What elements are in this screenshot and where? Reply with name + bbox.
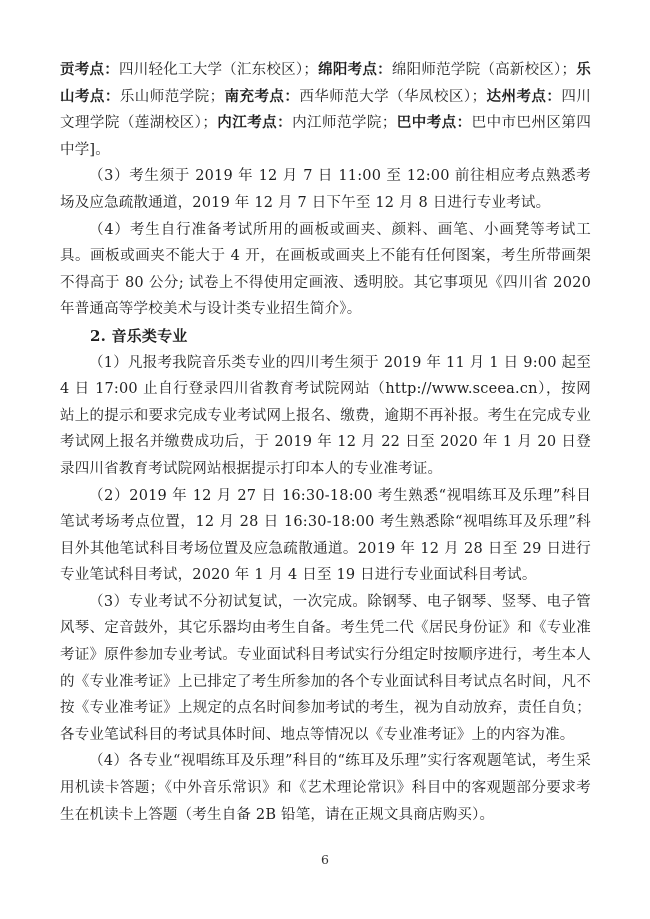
exam-site-label: 巴中考点： [396, 114, 472, 132]
paragraph-music-item-1: （1）凡报考我院音乐类专业的四川考生须于 2019 年 11 月 1 日 9:00 起至 4 日 17:00 止自行登录四川省教育考试院网站（http://www.sceea.cn），按网站上的提示和要求完成专业考试网上报名、缴费，逾期不再补报。考生在完成专业考试网上报名并缴费成功后，于 2019 年 12 月 22 日至 2020 年 1 月 20 日登录四川省教育考试院网站根据提示打印本人的专业准考证。 [60, 354, 591, 477]
paragraph-exam-venues [60, 57, 591, 163]
paragraph-art-item-4: （4）考生自行准备考试所用的画板或画夹、颜料、画笔、小画凳等考试工具。画板或画夹不能大于 4 开，在画板或画夹上不能有任何图案，考生所带画架不得高于 80 公分; 试卷上不得使用定画液、透明胶。其它事项见《四川省 2020 年普通高等学校美术与设计类专业招生简介》。 [60, 221, 591, 318]
paragraph-music-item-2: （2）2019 年 12 月 27 日 16:30-18:00 考生熟悉“视唱练耳及乐理”科目笔试考场考点位置，12 月 28 日 16:30-18:00 考生熟悉除“视唱练耳及乐理”科目外其他笔试科目考场位置及应急疏散通道。2019 年 12 月 28 日至 29 日进行专业笔试科目考试，2020 年 1 月 4 日至 19 日进行专业面试科目考试。 [60, 487, 591, 584]
document-body [60, 57, 591, 828]
exam-site-label: 贡考点： [60, 61, 119, 78]
exam-site-value: 巴中市巴州区第四中学]。 [60, 115, 592, 158]
paragraph-music-item-4: （4）各专业“视唱练耳及乐理”科目的“练耳及乐理”实行客观题笔试，考生采用机读卡答题；《中外音乐常识》和《艺术理论常识》科目中的客观题部分要求考生在机读卡上答题（考生自备 2B 铅笔，请在正规文具商店购买）。 [60, 753, 591, 823]
exam-site-label: 内江考点： [217, 114, 293, 132]
exam-site-value: 乐山师范学院； [119, 88, 225, 105]
paragraph-art-item-3: （3）考生须于 2019 年 12 月 7 日 11:00 至 12:00 前往相应考点熟悉考场及应急疏散通道，2019 年 12 月 7 日下午至 12 月 8 日进行专业考试。 [60, 168, 591, 211]
exam-site-value: 四川轻化工大学（汇东校区）； [118, 62, 319, 78]
exam-site-label: 乐山考点： [60, 61, 591, 105]
exam-site-value: 西华师范大学（华凤校区）； [299, 88, 487, 105]
exam-site-value: 绵阳师范学院（高新校区）； [391, 62, 577, 78]
exam-site-value: 内江师范学院； [292, 115, 397, 132]
exam-site-label: 达州考点： [486, 87, 562, 105]
exam-site-label: 绵阳考点： [318, 61, 392, 78]
exam-site-value: 四川文理学院（莲湖校区）； [60, 88, 592, 132]
paragraph-music-item-3: （3）专业考试不分初试复试，一次完成。除钢琴、电子钢琴、竖琴、电子管风琴、定音鼓外，其它乐器均由考生自备。考生凭二代《居民身份证》和《专业准考证》原件参加专业考试。专业面试科目考试实行分组定时按顺序进行，考生本人的《专业准考证》上已排定了考生所参加的各个专业面试科目考试点名时间，凡不按《专业准考证》上规定的点名时间参加考试的考生，视为自动放弃，责任自负；各专业笔试科目的考试具体时间、地点等情况以《专业准考证》上的内容为准。 [60, 593, 591, 743]
section-heading-music-majors: 2. 音乐类专业 [90, 326, 188, 345]
page-number: 6 [321, 852, 329, 867]
exam-site-label: 南充考点： [224, 87, 300, 105]
